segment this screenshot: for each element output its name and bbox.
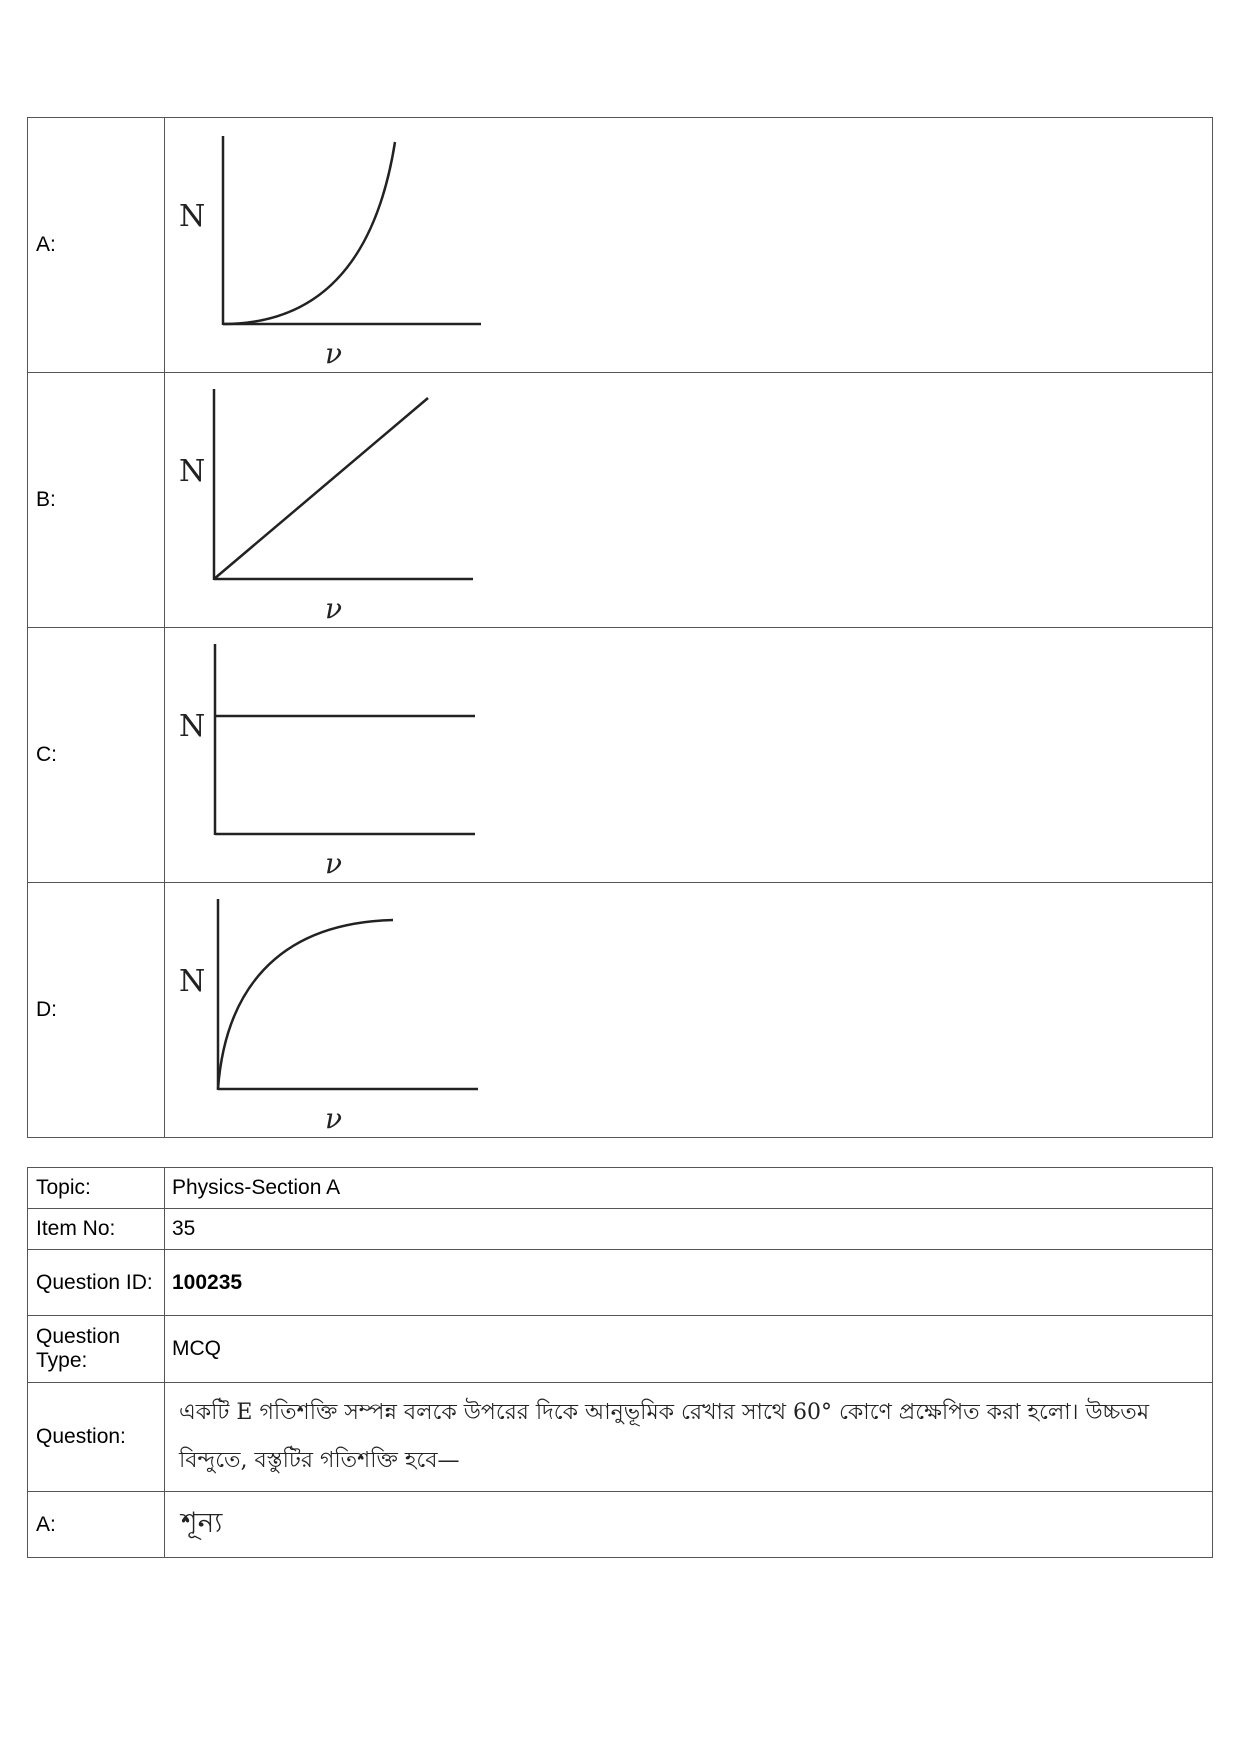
y-axis-label: N bbox=[179, 199, 206, 234]
option-graph-cell bbox=[165, 118, 1213, 373]
option-c-graph bbox=[165, 628, 685, 883]
option-graph-cell bbox=[165, 883, 1213, 1138]
topic-label: Topic: bbox=[28, 1168, 165, 1209]
topic-row bbox=[28, 1168, 1213, 1209]
option-d-graph bbox=[165, 883, 685, 1138]
question-id-row bbox=[28, 1250, 1213, 1316]
x-axis-label: ν bbox=[325, 337, 343, 370]
question-row bbox=[28, 1383, 1213, 1492]
option-row-b bbox=[28, 373, 1213, 628]
question-text: একটি E গতিশক্তি সম্পন্ন বলকে উপরের দিকে আনুভূমিক রেখার সাথে 60° কোণে প্রক্ষেপিত করা হলো। উচ্চতম বিন্দুতে, বস্তুটির গতিশক্তি হবে— bbox=[165, 1383, 1213, 1492]
option-graph-cell bbox=[165, 373, 1213, 628]
option-label: B: bbox=[28, 373, 165, 628]
x-axis-label: ν bbox=[325, 1102, 343, 1135]
item-row bbox=[28, 1209, 1213, 1250]
answer-label: A: bbox=[28, 1492, 165, 1558]
y-axis-label: N bbox=[179, 709, 206, 744]
options-table bbox=[27, 117, 1213, 1138]
line bbox=[214, 398, 428, 579]
x-axis-label: ν bbox=[325, 592, 343, 625]
answer-row bbox=[28, 1492, 1213, 1558]
y-axis-label: N bbox=[179, 454, 206, 489]
option-label: C: bbox=[28, 628, 165, 883]
question-meta-table bbox=[27, 1167, 1213, 1558]
question-id-value: 100235 bbox=[165, 1250, 1213, 1316]
option-b-graph bbox=[165, 373, 685, 628]
option-label: D: bbox=[28, 883, 165, 1138]
y-axis-label: N bbox=[179, 964, 206, 999]
question-id-label: Question ID: bbox=[28, 1250, 165, 1316]
option-row-d bbox=[28, 883, 1213, 1138]
question-type-value: MCQ bbox=[165, 1316, 1213, 1383]
question-type-label: Question Type: bbox=[28, 1316, 165, 1383]
x-axis-label: ν bbox=[325, 847, 343, 880]
option-graph-cell bbox=[165, 628, 1213, 883]
topic-value: Physics-Section A bbox=[165, 1168, 1213, 1209]
option-a-graph bbox=[165, 118, 685, 373]
option-label: A: bbox=[28, 118, 165, 373]
item-value: 35 bbox=[165, 1209, 1213, 1250]
item-label: Item No: bbox=[28, 1209, 165, 1250]
answer-text: শূন্য bbox=[165, 1492, 1213, 1558]
option-row-a bbox=[28, 118, 1213, 373]
curve bbox=[223, 142, 395, 324]
question-label: Question: bbox=[28, 1383, 165, 1492]
question-type-row bbox=[28, 1316, 1213, 1383]
curve bbox=[218, 920, 393, 1089]
option-row-c bbox=[28, 628, 1213, 883]
